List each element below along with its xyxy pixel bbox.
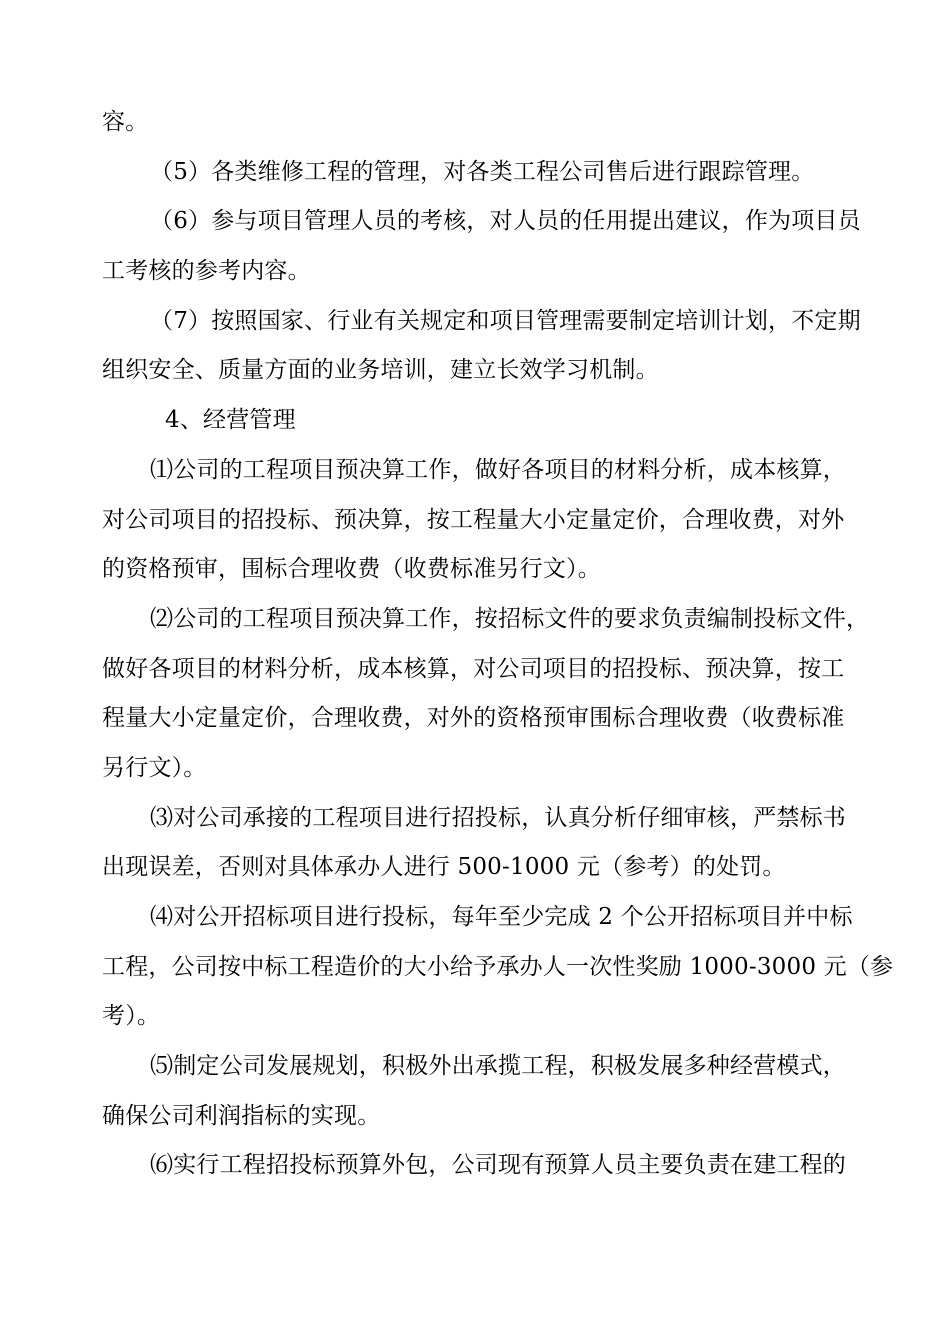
text-line: 容。 [102,109,149,135]
text-line: 组织安全、质量方面的业务培训，建立长效学习机制。 [102,357,659,383]
text-line: 程量大小定量定价，合理收费，对外的资格预审围标合理收费（收费标准 [102,705,845,731]
text-line: 确保公司利润指标的实现。 [102,1103,381,1129]
text-line: 工考核的参考内容。 [102,258,311,284]
text-line: 的资格预审，围标合理收费（收费标准另行文）。 [102,556,601,582]
text-line: 工程，公司按中标工程造价的大小给予承办人一次性奖励 1000-3000 元（参 [102,954,894,980]
text-line: ⑶对公司承接的工程项目进行招投标，认真分析仔细审核，严禁标书 [150,805,846,831]
text-line: ⑸制定公司发展规划，积极外出承揽工程，积极发展多种经营模式， [150,1053,846,1079]
text-line: （6）参与项目管理人员的考核，对人员的任用提出建议，作为项目员 [150,208,861,234]
text-line: 考）。 [102,1003,161,1029]
text-line: 做好各项目的材料分析，成本核算，对公司项目的招投标、预决算，按工 [102,656,845,682]
section-heading: 4、经营管理 [165,407,296,433]
text-line: ⑷对公开招标项目进行投标，每年至少完成 2 个公开招标项目并中标 [150,904,853,930]
text-line: 对公司项目的招投标、预决算，按工程量大小定量定价，合理收费，对外 [102,507,845,533]
text-line: （7）按照国家、行业有关规定和项目管理需要制定培训计划，不定期 [150,308,861,334]
text-line: ⑴公司的工程项目预决算工作，做好各项目的材料分析，成本核算， [150,457,846,483]
text-line: 出现误差，否则对具体承办人进行 500-1000 元（参考）的处罚。 [102,854,786,880]
text-line: ⑵公司的工程项目预决算工作，按招标文件的要求负责编制投标文件， [150,606,870,632]
text-line: （5）各类维修工程的管理，对各类工程公司售后进行跟踪管理。 [150,159,815,185]
text-line: ⑹实行工程招投标预算外包，公司现有预算人员主要负责在建工程的 [150,1152,846,1178]
text-line: 另行文）。 [102,755,207,781]
